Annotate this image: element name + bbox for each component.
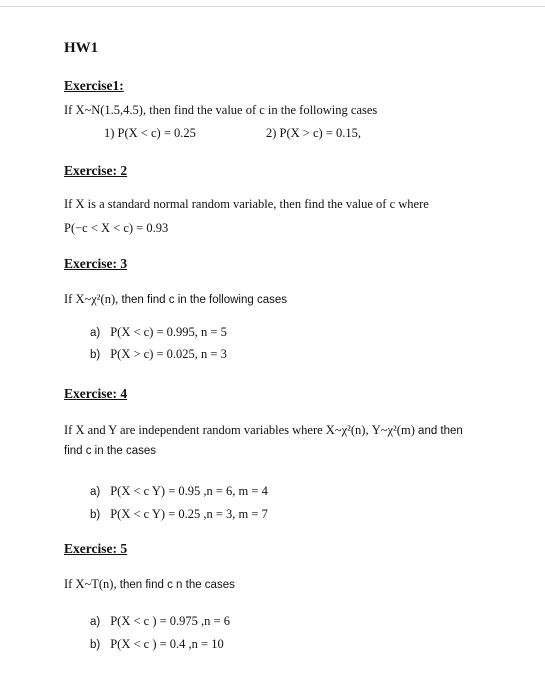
exercise-3-item-a [90,323,227,341]
exercise-3-item-a-math: P(X < c) = 0.995, n = 5 [110,325,227,339]
exercise-2-intro: If X is a standard normal random variable, then find the value of c where [64,197,429,211]
exercise-4-heading: Exercise: 4 [64,386,128,401]
exercise-3-intro-text: then find c in the following cases [118,294,288,306]
exercise-5-intro-math: If X~T(n), [64,577,117,591]
exercise-3-intro [64,290,287,308]
exercise-4-intro-math: If X and Y are independent random variables where X~χ²(n), Y~χ²(m) [64,423,415,437]
page-title: HW1 [64,40,99,56]
exercise-5-item-a-label: a) [90,616,101,628]
exercise-3-item-b-label: b) [90,349,101,361]
exercise-5-item-b-math: P(X < c ) = 0.4 ,n = 10 [110,637,224,651]
exercise-1-intro: If X~N(1.5,4.5), then find the value of c in the following cases [64,103,378,117]
exercise-4-item-a [90,482,268,500]
exercise-3-item-b [90,345,227,363]
exercise-5-item-b-label: b) [90,639,101,651]
exercise-5-intro [64,575,235,593]
exercise-1-item-2: 2) P(X > c) = 0.15, [266,126,361,140]
exercise-5-item-a-math: P(X < c ) = 0.975 ,n = 6 [110,614,230,628]
exercise-4-intro [64,421,463,439]
exercise-4-item-b [90,505,268,523]
exercise-3-item-a-label: a) [90,327,101,339]
exercise-4-item-b-math: P(X < c Y) = 0.25 ,n = 3, m = 7 [110,507,268,521]
exercise-3-item-b-math: P(X > c) = 0.025, n = 3 [110,347,227,361]
exercise-1-item-1: 1) P(X < c) = 0.25 [104,126,196,140]
exercise-4-item-a-math: P(X < c Y) = 0.95 ,n = 6, m = 4 [110,484,268,498]
exercise-1-heading: Exercise1: [64,78,124,93]
exercise-3-heading: Exercise: 3 [64,256,128,271]
exercise-3-intro-math: If X~χ²(n), [64,292,119,306]
top-divider [0,6,545,7]
exercise-4-intro-text: and then [414,425,463,437]
exercise-5-intro-text: then find c n the cases [116,579,235,591]
exercise-4-intro-line-2: find c in the cases [64,445,157,457]
exercise-5-heading: Exercise: 5 [64,541,128,556]
exercise-5-item-b [90,635,224,653]
exercise-4-item-a-label: a) [90,486,101,498]
exercise-4-item-b-label: b) [90,509,101,521]
exercise-2-equation: P(−c < X < c) = 0.93 [64,221,169,235]
exercise-5-item-a [90,612,230,630]
exercise-2-heading: Exercise: 2 [64,163,128,178]
